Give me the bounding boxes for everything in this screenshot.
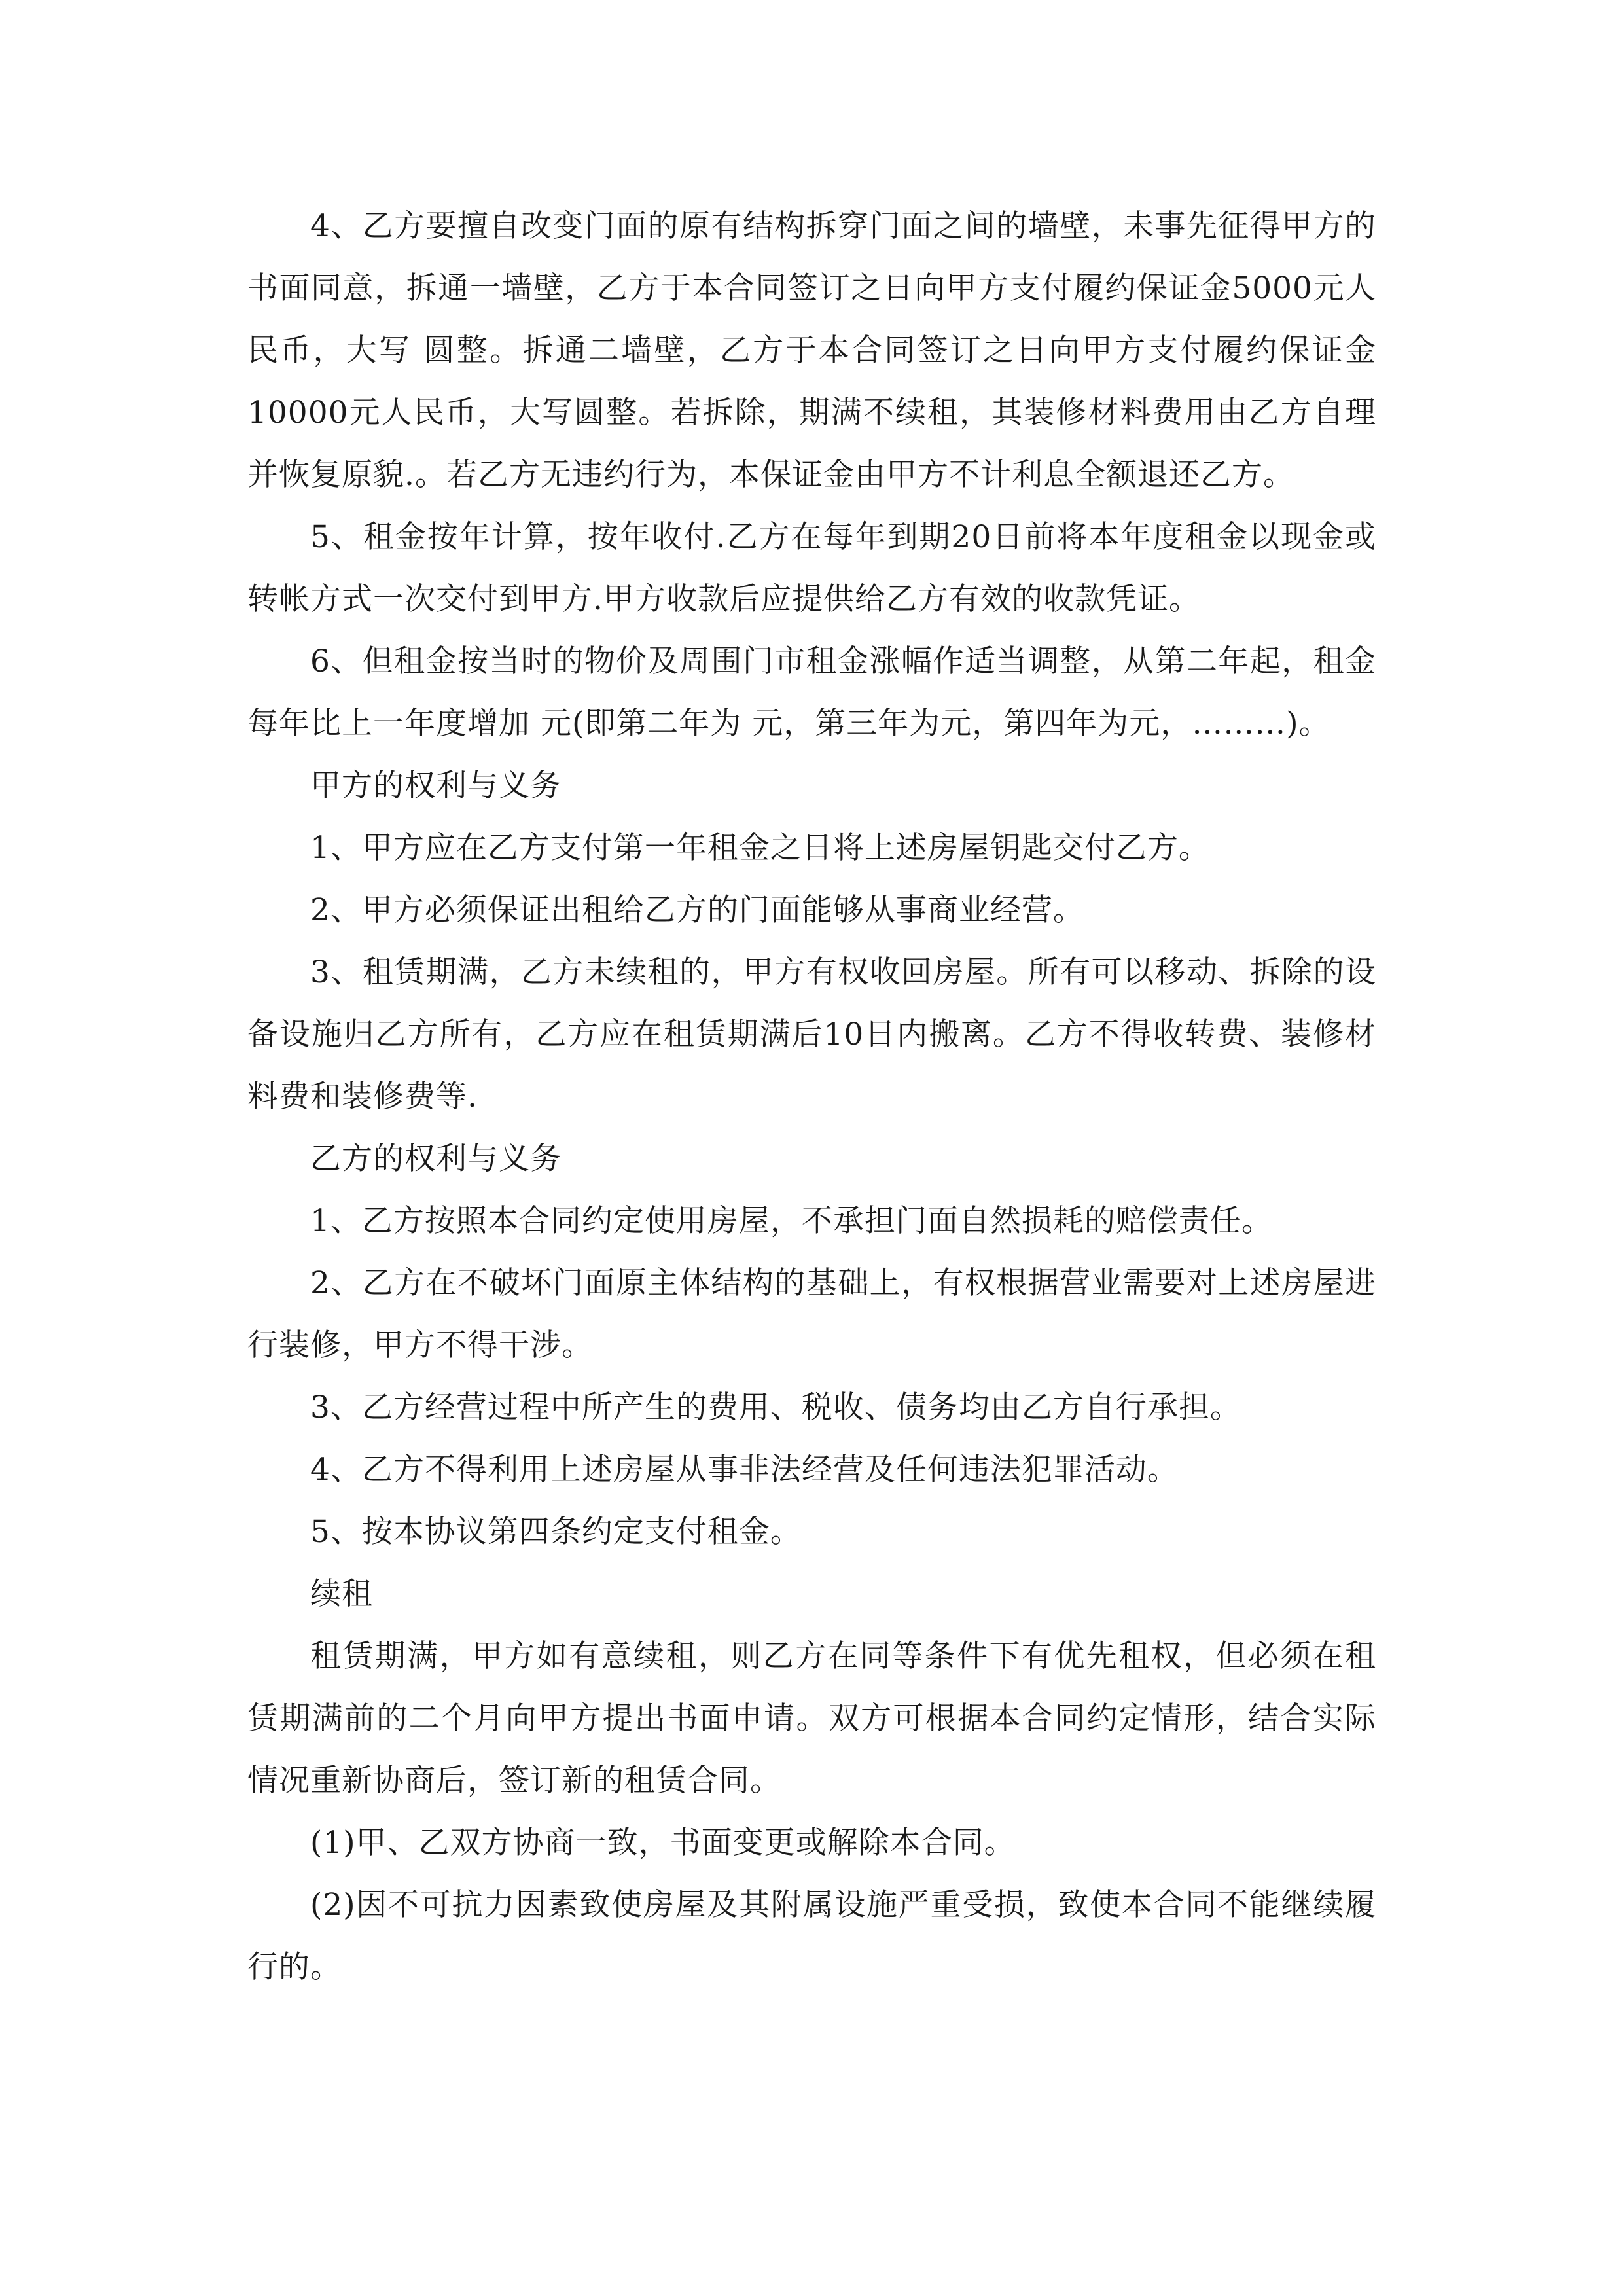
clause-6-rent-adjustment: 6、但租金按当时的物价及周围门市租金涨幅作适当调整，从第二年起，租金每年比上一年度增加 元(即第二年为 元，第三年为元，第四年为元，………)。 bbox=[247, 643, 1376, 742]
party-a-item-3: 3、租赁期满，乙方未续租的，甲方有权收回房屋。所有可以移动、拆除的设备设施归乙方所有，乙方应在租赁期满后10日内搬离。乙方不得收转费、装修材料费和装修费等. bbox=[247, 954, 1376, 1115]
party-b-item-4: 4、乙方不得利用上述房屋从事非法经营及任何违法犯罪活动。 bbox=[310, 1452, 1179, 1488]
clause-5-rent-payment: 5、租金按年计算，按年收付.乙方在每年到期20日前将本年度租金以现金或转帐方式一次交付到甲方.甲方收款后应提供给乙方有效的收款凭证。 bbox=[247, 519, 1376, 617]
party-b-item-2: 2、乙方在不破坏门面原主体结构的基础上，有权根据营业需要对上述房屋进行装修，甲方不得干涉。 bbox=[247, 1265, 1376, 1363]
document-body bbox=[247, 195, 1376, 1998]
renewal-text: 租赁期满，甲方如有意续租，则乙方在同等条件下有优先租权，但必须在租赁期满前的二个月向甲方提出书面申请。双方可根据本合同约定情形，结合实际情况重新协商后，签订新的租赁合同。 bbox=[247, 1638, 1376, 1799]
termination-item-2: (2)因不可抗力因素致使房屋及其附属设施严重受损，致使本合同不能继续履行的。 bbox=[247, 1887, 1376, 1985]
section-heading-party-a: 甲方的权利与义务 bbox=[310, 768, 562, 804]
termination-item-1: (1)甲、乙双方协商一致，书面变更或解除本合同。 bbox=[310, 1825, 1016, 1861]
party-b-item-5: 5、按本协议第四条约定支付租金。 bbox=[310, 1514, 802, 1550]
party-b-item-1: 1、乙方按照本合同约定使用房屋，不承担门面自然损耗的赔偿责任。 bbox=[310, 1203, 1273, 1239]
section-heading-party-b: 乙方的权利与义务 bbox=[310, 1141, 562, 1177]
party-a-item-1: 1、甲方应在乙方支付第一年租金之日将上述房屋钥匙交付乙方。 bbox=[310, 830, 1210, 866]
party-b-item-3: 3、乙方经营过程中所产生的费用、税收、债务均由乙方自行承担。 bbox=[310, 1390, 1241, 1426]
section-heading-renewal: 续租 bbox=[310, 1576, 373, 1612]
party-a-item-2: 2、甲方必须保证出租给乙方的门面能够从事商业经营。 bbox=[310, 892, 1084, 928]
clause-4-deposit: 4、乙方要擅自改变门面的原有结构拆穿门面之间的墙壁，未事先征得甲方的书面同意，拆通一墙壁，乙方于本合同签订之日向甲方支付履约保证金5000元人民币，大写 圆整。拆通二墙壁，乙方于本合同签订之日向甲方支付履约保证金10000元人民币，大写圆整。若拆除，期满不续租，其装修材料费用由乙方自理并恢复原貌.。若乙方无违约行为，本保证金由甲方不计利息全额退还乙方。 bbox=[247, 208, 1376, 493]
